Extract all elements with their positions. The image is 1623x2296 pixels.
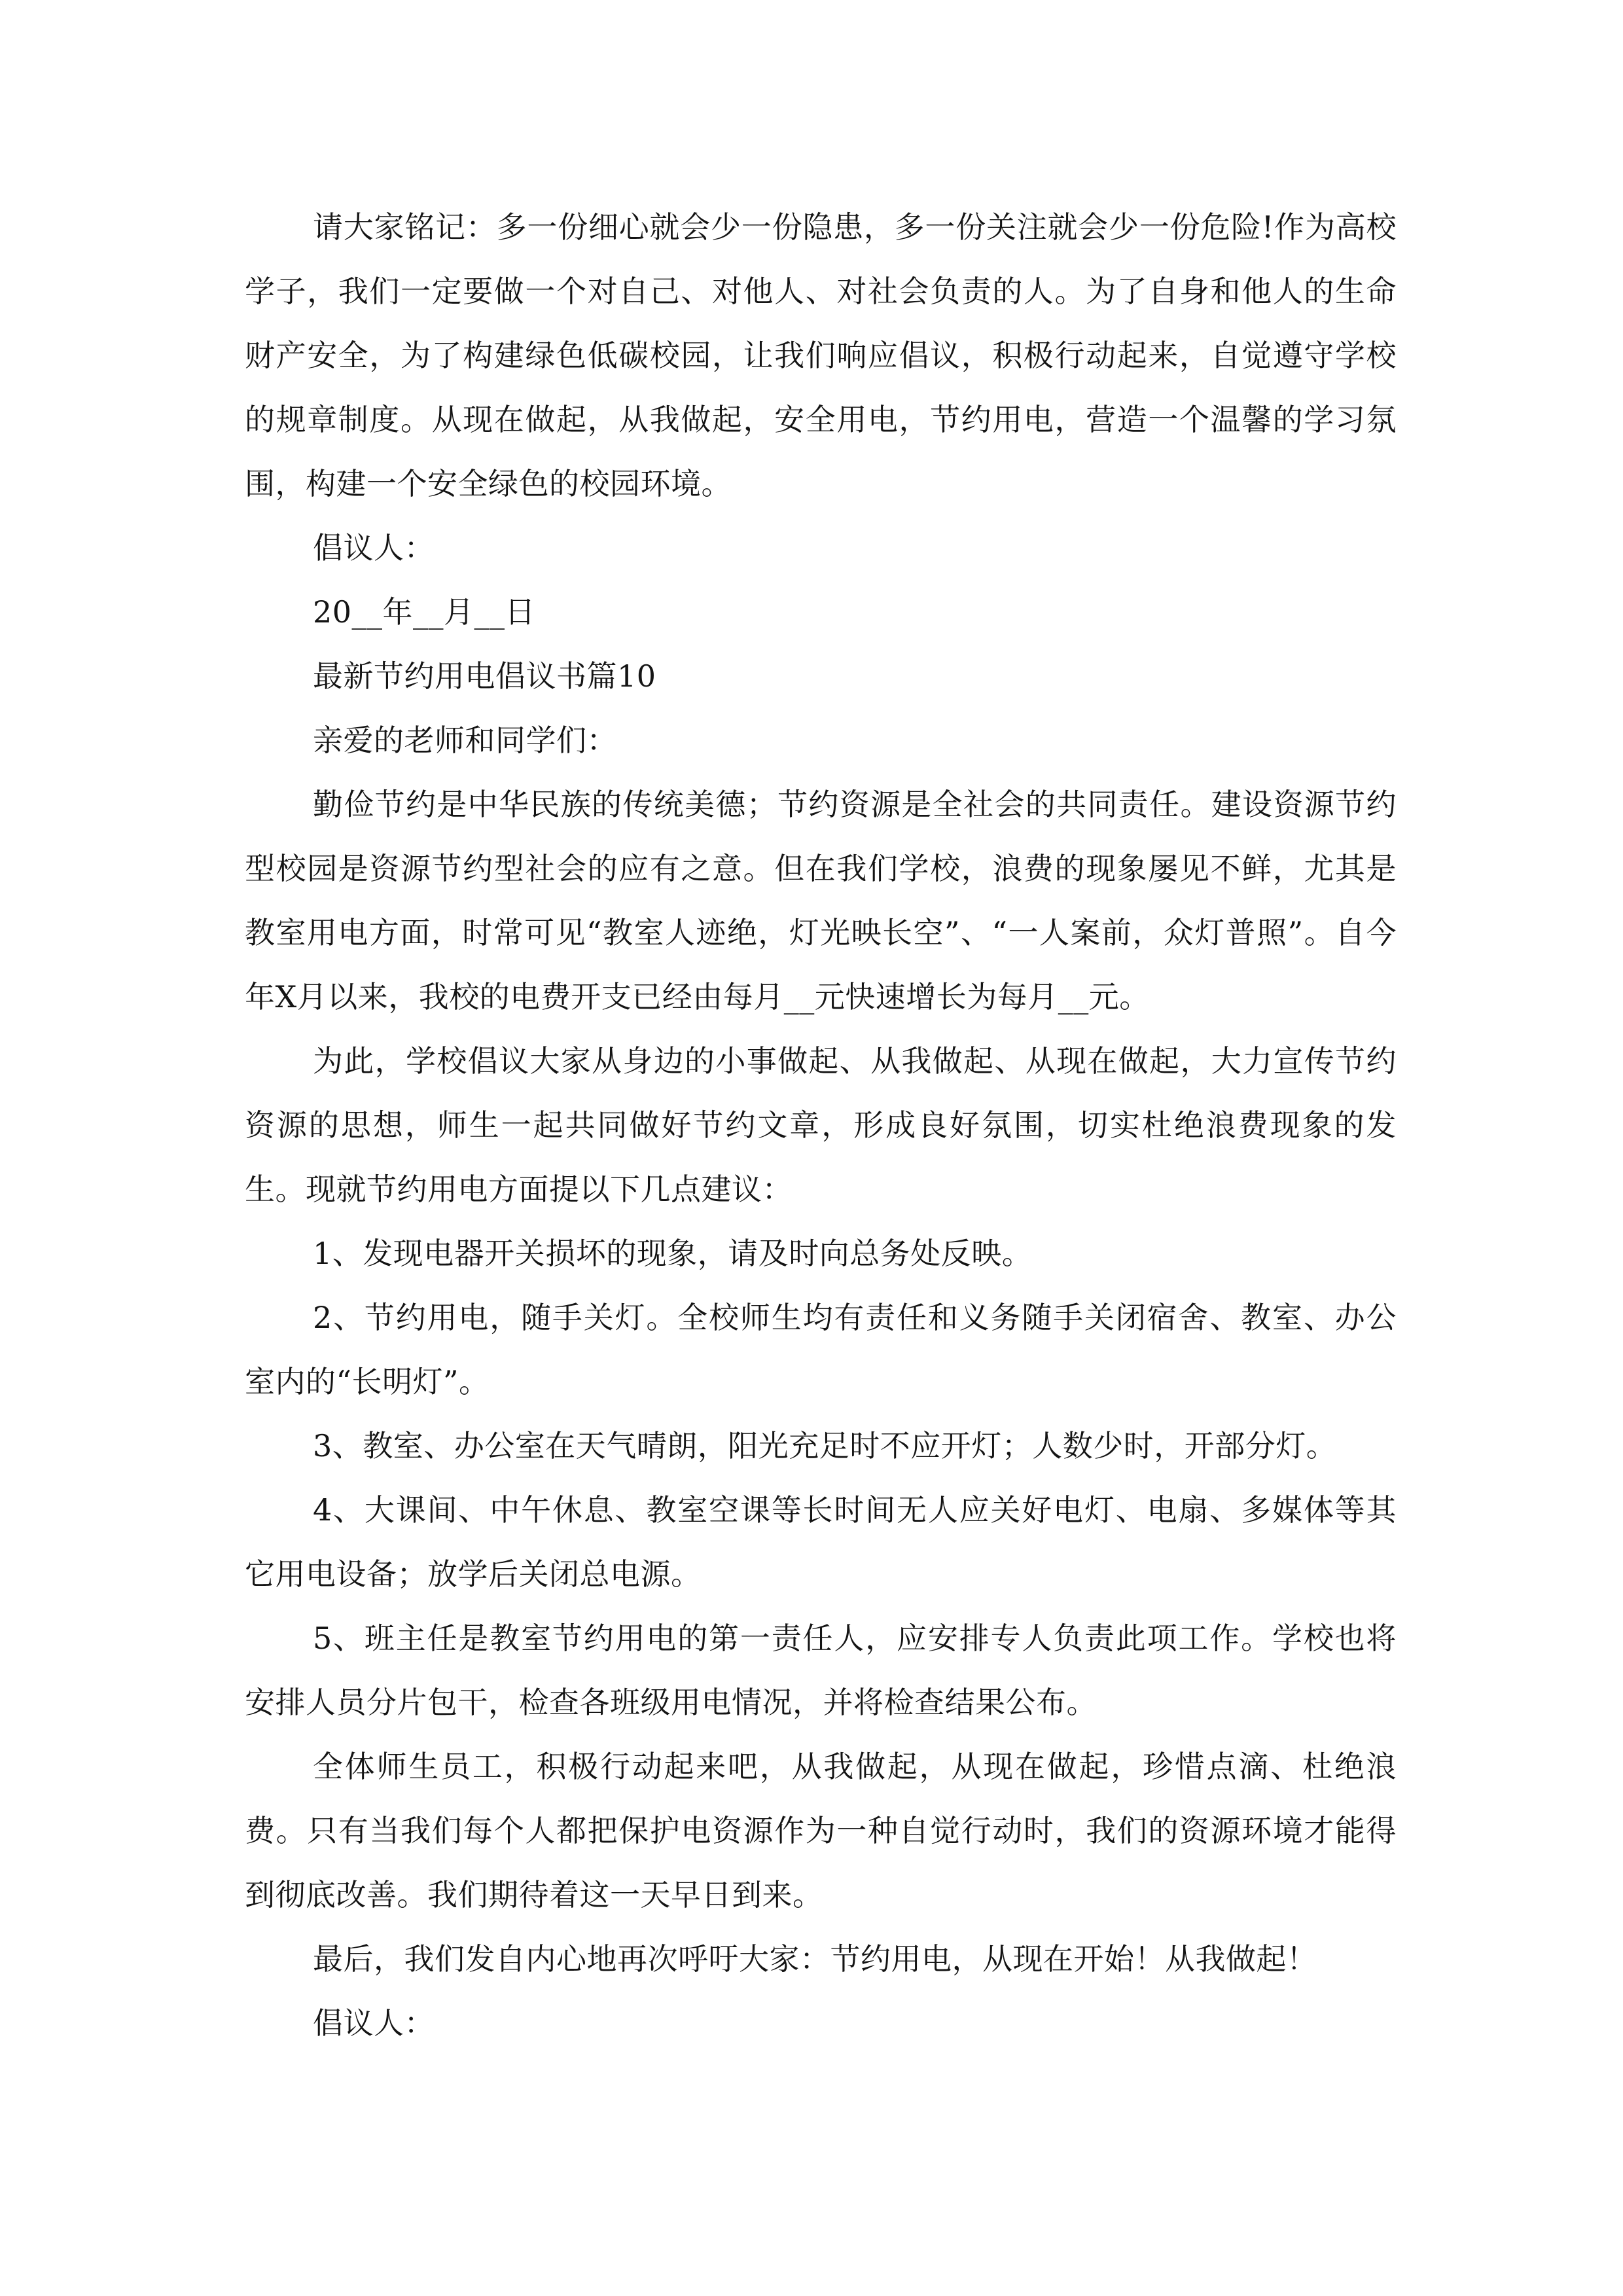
signature-label: 倡议人： — [313, 2005, 435, 2041]
salutation: 亲爱的老师和同学们： — [313, 723, 617, 758]
closing-call: 最后，我们发自内心地再次呼吁大家：节约用电，从现在开始！从我做起！ — [313, 1941, 1317, 1977]
suggestion-item: 4、大课间、中午休息、教室空课等长时间无人应关好电灯、电扇、多媒体等其它用电设备；放学后关闭总电源。 — [245, 1492, 1397, 1592]
paragraph: 请大家铭记：多一份细心就会少一份隐患，多一份关注就会少一份危险!作为高校学子，我们一定要做一个对自己、对他人、对社会负责的人。为了自身和他人的生命财产安全，为了构建绿色低碳校园，让我们响应倡议，积极行动起来，自觉遵守学校的规章制度。从现在做起，从我做起，安全用电，节约用电，营造一个温馨的学习氛围，构建一个安全绿色的校园环境。 — [245, 209, 1397, 501]
document-body — [245, 195, 1397, 2055]
date-line: 20__年__月__日 — [313, 594, 536, 630]
signature-label: 倡议人： — [313, 530, 435, 565]
paragraph: 全体师生员工，积极行动起来吧，从我做起，从现在做起，珍惜点滴、杜绝浪费。只有当我们每个人都把保护电资源作为一种自觉行动时，我们的资源环境才能得到彻底改善。我们期待着这一天早日到来。 — [245, 1749, 1397, 1912]
paragraph: 勤俭节约是中华民族的传统美德；节约资源是全社会的共同责任。建设资源节约型校园是资源节约型社会的应有之意。但在我们学校，浪费的现象屡见不鲜，尤其是教室用电方面，时常可见“教室人迹绝，灯光映长空”、“一人案前，众灯普照”。自今年X月以来，我校的电费开支已经由每月__元快速增长为每月__元。 — [245, 787, 1397, 1014]
suggestion-item: 3、教室、办公室在天气晴朗，阳光充足时不应开灯；人数少时，开部分灯。 — [313, 1428, 1337, 1463]
suggestion-item: 5、班主任是教室节约用电的第一责任人，应安排专人负责此项工作。学校也将安排人员分片包干，检查各班级用电情况，并将检查结果公布。 — [245, 1621, 1397, 1720]
section-title: 最新节约用电倡议书篇10 — [313, 658, 656, 694]
suggestion-item: 2、节约用电，随手关灯。全校师生均有责任和义务随手关闭宿舍、教室、办公室内的“长明灯”。 — [245, 1300, 1397, 1399]
paragraph: 为此，学校倡议大家从身边的小事做起、从我做起、从现在做起，大力宣传节约资源的思想，师生一起共同做好节约文章，形成良好氛围，切实杜绝浪费现象的发生。现就节约用电方面提以下几点建议： — [245, 1043, 1397, 1207]
suggestion-item: 1、发现电器开关损坏的现象，请及时向总务处反映。 — [313, 1236, 1033, 1271]
